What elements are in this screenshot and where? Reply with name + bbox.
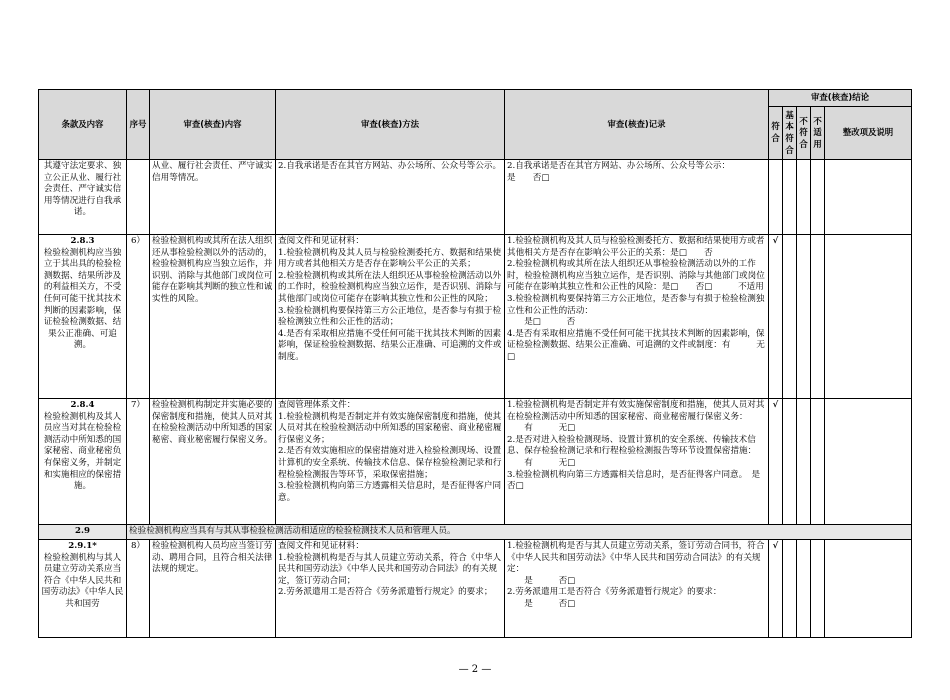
seq-cell: 7） — [127, 399, 150, 525]
header-na: 不适用 — [811, 107, 825, 160]
basic-conform-cell — [783, 399, 797, 525]
record-line: 是 否□ — [507, 575, 576, 586]
method-line: 3.检验检测机构向第三方透露相关信息时，是否征得客户同意。 — [278, 481, 502, 503]
record-line: 3.检验检测机构要保持第三方公正地位，是否参与有损于检验检测独立性和公正性的活动： — [507, 293, 765, 316]
header-content: 审查(核查)内容 — [150, 90, 276, 160]
na-cell — [811, 160, 825, 235]
table-row — [39, 540, 912, 638]
content-cell: 检验检测机构或其所在法人组织还从事检验检测以外的活动的，检验检测机构应当独立运作，并识别、消除与其他部门或岗位可能存在影响其判断的独立性和诚实性的风险。 — [150, 235, 276, 399]
section-number: 2.9 — [39, 525, 127, 540]
nonconform-cell — [797, 540, 811, 638]
method-line: 1.检验检测机构是否与其人员建立劳动关系，符合《中华人民共和国劳动法》《中华人民共和国劳动合同法》的有关规定，签订劳动合同； — [278, 552, 502, 586]
record-line: 2.劳务派遣用工是否符合《劳务派遣暂行规定》的要求： — [507, 587, 722, 598]
header-seq: 序号 — [127, 90, 150, 160]
record-line: 是□ 否 — [507, 317, 576, 328]
header-conform: 符合 — [769, 107, 783, 160]
record-line: 2.自我承诺是否在其官方网站、办公场所、公众号等公示： — [507, 161, 731, 171]
clause-number: 2.9.1* — [68, 541, 97, 551]
seq-cell: 8） — [127, 540, 150, 638]
record-line: 4.是否有采取相应措施不受任何可能干扰其技术判断的因素影响，保证检验检测数据、结果公正准确、可追溯的文件或制度：有 无□ — [507, 328, 765, 362]
clause-cell — [39, 540, 127, 638]
method-line: 1.检验检测机构是否制定并有效实施保密制度和措施，使其人员对其在检验检测活动中所知悉的国家秘密、商业秘密履行保密义务； — [278, 411, 502, 445]
header-clause: 条款及内容 — [39, 90, 127, 160]
conform-cell — [769, 160, 783, 235]
method-cell — [276, 160, 505, 235]
record-cell — [505, 160, 769, 235]
method-cell — [276, 540, 505, 638]
clause-text: 检验检测机构与其人员建立劳动关系应当符合《中华人民共和国劳动法》《中华人民共和国劳 — [41, 552, 124, 609]
method-cell — [276, 235, 505, 399]
method-line: 2.自我承诺是否在其官方网站、办公场所、公众号等公示。 — [278, 161, 502, 171]
nonconform-cell — [797, 235, 811, 399]
conform-cell: √ — [769, 235, 783, 399]
nonconform-cell — [797, 160, 811, 235]
method-line: 3.检验检测机构要保持第三方公正地位，是否参与有损于检验检测独立性和公正性的活动； — [278, 305, 502, 328]
record-line: 有 无□ — [507, 423, 576, 434]
clause-text: 检验检测机构及其人员应当对其在检验检测活动中所知悉的国家秘密、商业秘密负有保密义务，并制定和实施相应的保密措施。 — [43, 411, 122, 492]
table-row — [39, 399, 912, 525]
method-cell — [276, 399, 505, 525]
na-cell — [811, 399, 825, 525]
record-line: 1.检验检测机构及其人员与检验检测委托方、数据和结果使用方或者其他相关方是否存在影响公平公正的关系：是□ 否 — [507, 236, 765, 258]
method-line: 查阅文件和见证材料： — [278, 236, 364, 246]
seq-cell: 6） — [127, 235, 150, 399]
method-line: 4.是否有采取相应措施不受任何可能干扰其技术判断的因素影响，保证检验检测数据、结果公正准确、可追溯的文件或制度。 — [278, 328, 502, 362]
header-rectify: 整改项及说明 — [825, 107, 912, 160]
method-line: 查阅文件和见证材料： — [278, 541, 364, 551]
audit-table — [38, 89, 912, 638]
record-cell — [505, 540, 769, 638]
method-line: 查阅管理体系文件： — [278, 400, 356, 410]
na-cell — [811, 540, 825, 638]
record-line: 是 否□ — [507, 172, 550, 183]
record-line: 3.检验检测机构向第三方透露相关信息时，是否征得客户同意。 是 否□ — [507, 469, 786, 492]
header-method: 审查(核查)方法 — [276, 90, 505, 160]
header-conclusion: 审查(核查)结论 — [769, 90, 912, 107]
record-line: 2.是否对进入检验检测现场、设置计算机的安全系统、传输技术信息、保存检验检测记录和行程检验检测报告等环节设置保密措施： — [507, 434, 757, 457]
section-row — [39, 525, 912, 540]
content-cell: 检验检测机构制定并实施必要的保密制度和措施，使其人员对其在检验检测活动中所知悉的国家秘密、商业秘密履行保密义务。 — [150, 399, 276, 525]
basic-conform-cell — [783, 235, 797, 399]
record-cell — [505, 399, 786, 525]
seq-cell — [127, 160, 150, 235]
rectify-cell — [825, 540, 912, 638]
conform-cell: √ — [769, 540, 783, 638]
page-number: — 2 — — [458, 664, 492, 675]
clause-cell — [39, 399, 127, 525]
record-line: 2.检验检测机构或其所在法人组织还从事检验检测活动以外的工作时，检验检测机构应当独立运作，是否识别、消除与其他部门或岗位可能存在影响其独立性和公正性的风险：是□ 否□ 不适用 — [507, 259, 765, 293]
basic-conform-cell — [783, 160, 797, 235]
basic-conform-cell — [783, 540, 797, 638]
header-basic-conform: 基本符合 — [783, 107, 797, 160]
clause-cell — [39, 235, 127, 399]
method-line: 2.检验检测机构或其所在法人组织还从事检验检测活动以外的工作时，检验检测机构应当独立运作，是否识别、消除与其他部门或岗位可能存在影响其独立性和公正性的风险； — [278, 270, 502, 304]
clause-text: 其遵守法定要求、独立公正从业、履行社会责任、严守诚实信用等情况进行自我承诺。 — [43, 161, 122, 218]
nonconform-cell — [797, 399, 811, 525]
table-row — [39, 160, 912, 235]
header-record: 审查(核查)记录 — [505, 90, 769, 160]
record-line: 是 否□ — [507, 598, 576, 609]
rectify-cell — [825, 160, 912, 235]
clause-number: 2.8.3 — [70, 236, 95, 246]
method-line: 2.是否有效实施相应的保密措施对进入检验检测现场、设置计算机的安全系统、传输技术信息、保存检验检测记录和行程检验检测报告等环节，采取保密措施； — [278, 446, 502, 480]
record-line: 1.检验检测机构是否与其人员建立劳动关系，签订劳动合同书，符合《中华人民共和国劳动法》《中华人民共和国劳动合同法》的有关规定： — [507, 541, 765, 575]
clause-text: 检验检测机构应当独立于其出具的检验检测数据、结果所涉及的利益相关方，不受任何可能干扰其技术判断的因素影响，保证检验检测数据、结果公正准确、可追溯。 — [43, 247, 122, 351]
table-row — [39, 235, 912, 399]
rectify-cell — [825, 235, 912, 399]
header-nonconform: 不符合 — [797, 107, 811, 160]
clause-number: 2.8.4 — [70, 400, 95, 410]
record-line: 1.检验检测机构是否制定并有效实施保密制度和措施，使其人员对其在检验检测活动中所知悉的国家秘密、商业秘密履行保密义务： — [507, 400, 765, 422]
clause-cell — [39, 160, 127, 235]
method-line: 1.检验检测机构及其人员与检验检测委托方、数据和结果使用方或者其他相关方是否存在影响公平公正的关系； — [278, 247, 502, 270]
record-line: 有 无□ — [507, 457, 576, 468]
method-line: 2.劳务派遣用工是否符合《劳务派遣暂行规定》的要求； — [278, 587, 493, 598]
content-cell: 检验检测机构人员均应当签订劳动、聘用合同，且符合相关法律法规的规定。 — [150, 540, 276, 638]
rectify-cell — [825, 399, 912, 525]
na-cell — [811, 235, 825, 399]
record-cell — [505, 235, 769, 399]
content-cell: 从业、履行社会责任、严守诚实信用等情况。 — [150, 160, 276, 235]
header-row-1 — [39, 90, 912, 107]
conform-cell: √ — [769, 399, 783, 525]
section-text: 检验检测机构应当具有与其从事检验检测活动相适应的检验检测技术人员和管理人员。 — [127, 525, 912, 540]
